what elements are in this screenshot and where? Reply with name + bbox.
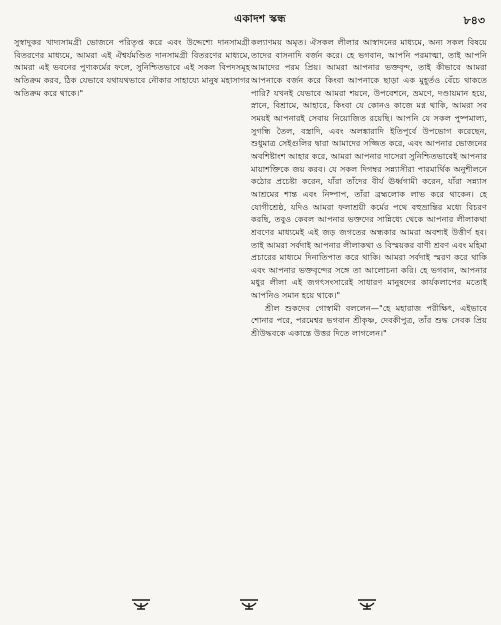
right-paragraph-1: কল্যাণময় অমৃত। ঐসকল লীলার আস্বাদনের মাধ্যমে, অন্য সকল বিষয়ে তাদের বাসনাদি বর্জন করে। হে ভগবান, আপনি পরমাত্মা, তাই আপনি আমাদের পরম প্রিয়। আমরা আপনার ভক্তবৃন্দ, তাই কীভাবে আমরা আপনাকে বর্জন করে কিংবা আপনাকে ছাড়া এক মুহূর্তও বেঁচে থাকতে পারি? যখনই যেভাবে আমরা শয়নে, উপবেশনে, ভ্রমণে, দণ্ডায়মান হয়ে, স্নানে, বিশ্রামে, আহারে, কিংবা যে কোনও কাজে মগ্ন থাকি, আমরা সব সময়ই আপনারই সেবায় নিয়োজিত রয়েছি। আপনি যে সকল পুষ্পমাল্য, সুগন্ধি তৈল, বস্ত্রাদি, এবং অলঙ্কারাদি ইতিপূর্বে উপভোগ করেছেন, শুধুমাত্র সেইগুলির দ্বারা আমাদের সজ্জিত করে, এবং আপনার ভোজনের অবশিষ্টাংশ আহার করে, আমরা আপনার দাসেরা সুনিশ্চিতভাবেই আপনার মায়াশক্তিকে জয় করব। যে সকল দিগম্বর সন্ন্যাসীরা পারমার্থিক অনুশীলনে কঠোর প্রচেষ্টা করেন, যাঁরা তাঁদের বীর্য ঊর্ধ্বগামী করেন, যাঁরা সন্ন্যাস আশ্রমের শান্ত এবং নিষ্পাপ, তাঁরা ব্রহ্মলোক লাভ করে থাকেন। হে যোগীশ্রেষ্ঠ, যদিও আমরা ফলাশ্রয়ী কর্মের পথে বহুভ্রান্তির মধ্যে বিচরণ করছি, তবুও কেবল আপনার ভক্তদের সান্নিধ্যে থেকে আপনার লীলাকথা শ্রবণের মাধ্যমেই এই জড় জগতের অন্ধকার আমরা অবশ্যই উত্তীর্ণ হব। তাই আমরা সর্বদাই আপনার লীলাকথা ও বিস্ময়কর বাণী শ্রবণ এবং মহিমা প্রচারের মাধ্যমে দিনাতিপাত করে থাকি। আমরা সর্বদাই স্মরণ করে থাকি এবং আপনার ভক্তবৃন্দের সঙ্গে তা আলোচনা করি। হে ভগবান, আপনার মধুর লীলা এই জগৎসংসারেই সাধারণ মানুষদের কার্যকলাপের মতোই আপনিও সমান হয়ে থাকে।" <box>251 37 487 301</box>
flourish-ornament-icon <box>130 597 152 611</box>
left-column <box>14 36 250 99</box>
right-paragraph-2: শ্রীল শুকদেব গোস্বামী বললেন—"হে মহারাজ পরীক্ষিৎ, এইভাবে শোনার পরে, পরমেশ্বর ভগবান শ্রীকৃষ্ণ, দেবকীপুত্র, তাঁর শুদ্ধ সেবক প্রিয় শ্রীউদ্ধবকে একান্তে উত্তর দিতে লাগলেন।" <box>251 302 487 339</box>
flourish-ornament-icon <box>238 597 260 611</box>
page-header <box>0 12 501 30</box>
page-title: একাদশ স্কন্ধ <box>234 13 286 25</box>
footer-ornaments <box>0 597 501 613</box>
page-number: ৮৪৩ <box>463 14 485 27</box>
flourish-ornament-icon <box>356 597 378 611</box>
left-paragraph-1: সুস্বাদুকর খাদ্যসামগ্রী ভোজনে পরিতৃপ্ত করে এবং উদ্দেশ্যে দানসামগ্রী বিতরণের মাধ্যমে, আমরা এই ঐশ্বর্যমণ্ডিত দানসামগ্রী বিতরণের মাধ্যমে, আমরা এই ভবনের পুণ্যকর্মের ফলে, সুনিশ্চিতভাবে এই সকল বিপদসমূহ অতিক্রম করব, ঠিক যেভাবে যথাযথভাবে নৌকার সাহায্যে মানুষ মহাসাগর অতিক্রম করে থাকে।" <box>14 37 250 98</box>
right-column <box>251 36 487 340</box>
